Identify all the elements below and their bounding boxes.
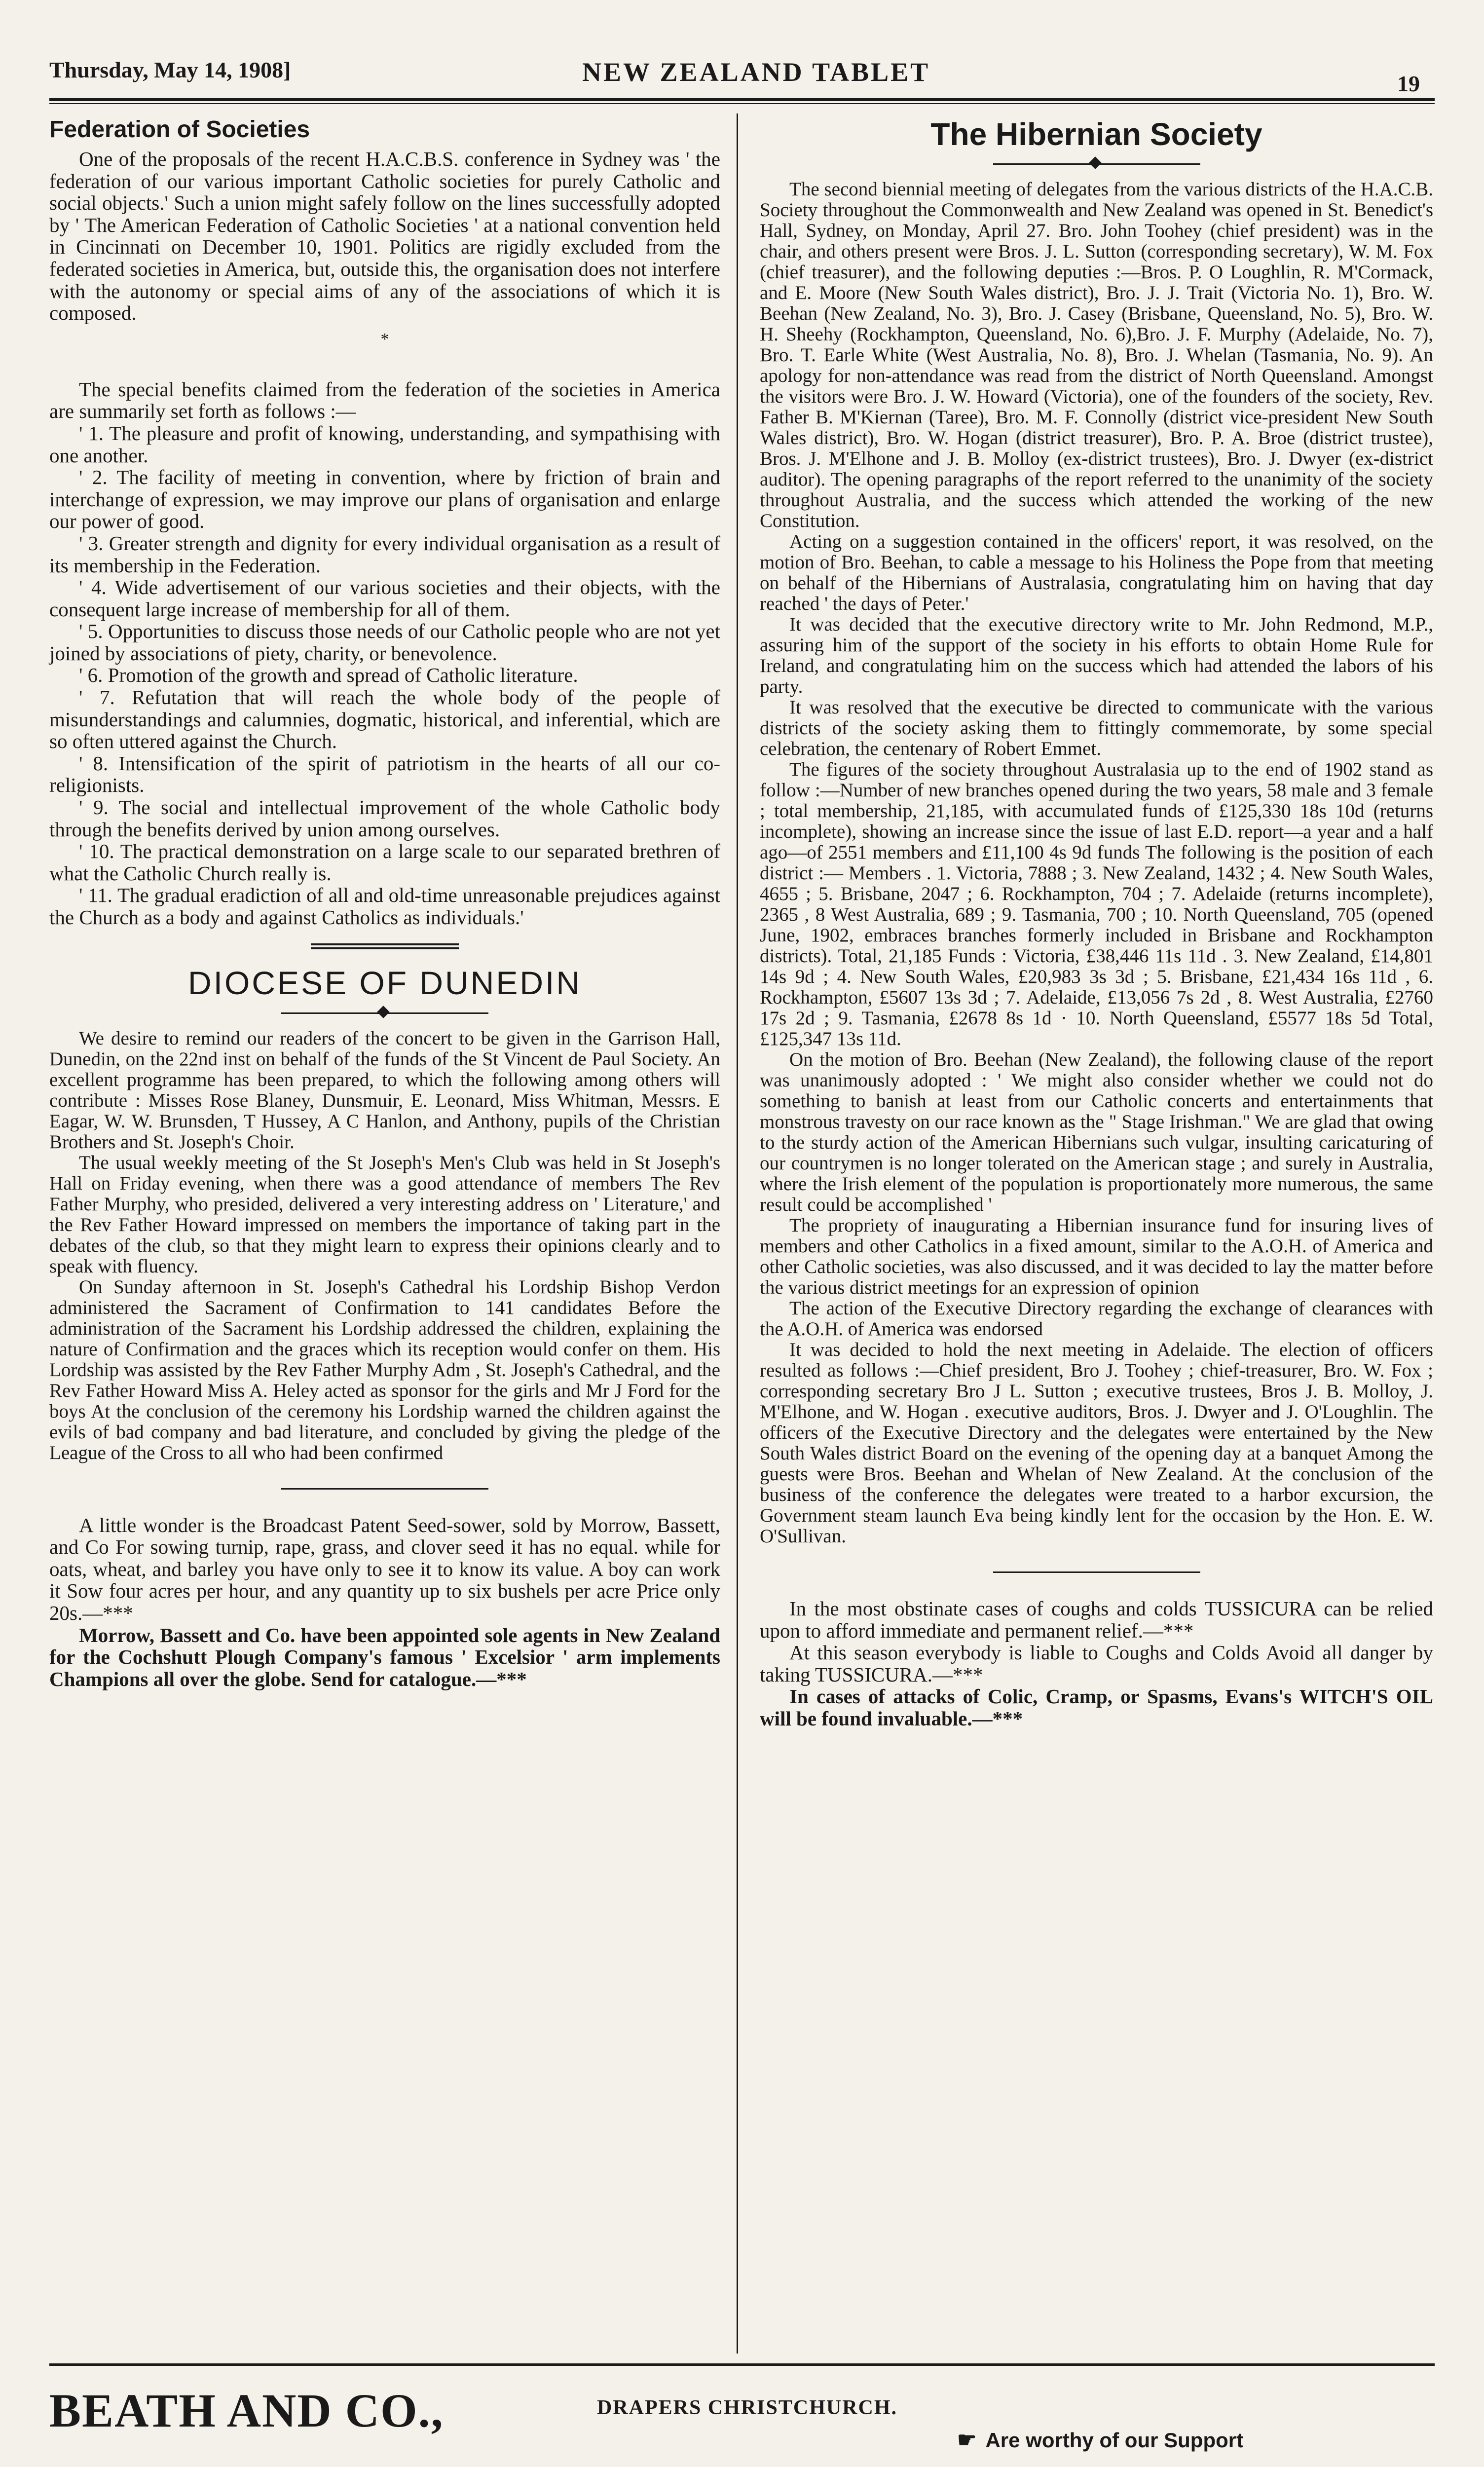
support-text: Are worthy of our Support	[985, 2429, 1244, 2452]
federation-list-item: ' 10. The practical demonstration on a large scale to our separated brethren of what the Catholic Church really is.	[49, 840, 720, 885]
hibernian-paragraph: The figures of the society throughout Australasia up to the end of 1902 stand as follow :—Number of new branches opened during the two years, 58 male and 3 female ; total membership, 21,185, with accumulated funds of £125,330 18s 10d (returns incomplete), showing an increase since the issue of last E.D. report—a year and a half ago—of 2551 members and £11,100 4s 9d funds The following is the position of each district :— Members . 1. Victoria, 7888 ; 3. New Zealand, 1432 ; 4. New South Wales, 4655 ; 5. Brisbane, 2047 ; 6. Rockhampton, 704 ; 7. Adelaide (returns incomplete), 2365 , 8 West Australia, 689 ; 9. Tasmania, 700 ; 10. North Queensland, 705 (opened June, 1902, embraces branches formerly included in Brisbane and Rockhampton districts). Total, 21,185 Funds : Victoria, £38,446 11s 11d . 3. New Zealand, £14,801 14s 9d ; 4. New South Wales, £20,983 3s 3d ; 5. Brisbane, £21,434 16s 11d , 6. Rockhampton, £5607 13s 3d ; 7. Adelaide, £13,056 7s 2d , 8. West Australia, £2760 17s 2d ; 9. Tasmania, £2678 8s 1d · 10. North Queensland, £5577 18s 5d Total, £125,347 13s 11d.	[760, 759, 1433, 1049]
federation-list-item: ' 8. Intensification of the spirit of patriotism in the hearts of all our co-religionists.	[49, 751, 720, 797]
federation-list-item: ' 4. Wide advertisement of our various societies and their objects, with the consequent large increase of membership for all of them.	[49, 576, 720, 621]
federation-heading: Federation of Societies	[49, 116, 310, 143]
federation-list-item: ' 1. The pleasure and profit of knowing, understanding, and sympathising with one another.	[49, 421, 720, 467]
section-double-rule	[311, 943, 459, 949]
footer-rule	[49, 2363, 1435, 2366]
hibernian-paragraph: It was resolved that the executive be directed to communicate with the various districts of the society asking them to fittingly commemorate, by some special celebration, the centenary of Robert Emmet.	[760, 697, 1433, 759]
hibernian-paragraph: It was decided that the executive directory write to Mr. John Redmond, M.P., assuring him of the support of the society in his efforts to obtain Home Rule for Ireland, and congratulating him on the success which had attended the labors of his party.	[760, 614, 1433, 697]
page-header	[49, 52, 1435, 106]
federation-list-item: ' 2. The facility of meeting in convention, where by friction of brain and interchange of expression, we may improve our plans of organisation and enlarge our power of good.	[49, 466, 720, 533]
publication-title: NEW ZEALAND TABLET	[582, 57, 930, 87]
hibernian-heading: The Hibernian Society	[930, 116, 1262, 152]
federation-paragraph: One of the proposals of the recent H.A.C.B.S. conference in Sydney was ' the federation of our various important Catholic societies for purely Catholic and social objects.' Such a union might safely follow on the lines successfully adopted by ' The American Federation of Catholic Societies ' at a national convention held in Cincinnati on December 10, 1901. Politics are rigidly excluded from the federated societies in America, but, outside this, the organisation does not interfere with the autonomy or special aims of any of the associations of which it is composed.	[49, 148, 720, 325]
hibernian-paragraph: Acting on a suggestion contained in the officers' report, it was resolved, on the motion of Bro. Beehan, to cable a message to his Holiness the Pope from that meeting on behalf of the Hibernians of Australasia, congratulating him on having that day reached ' the days of Peter.'	[760, 531, 1433, 614]
federation-list-item: ' 3. Greater strength and dignity for every individual organisation as a result of its membership in the Federation.	[49, 531, 720, 577]
hibernian-paragraph: The action of the Executive Directory regarding the exchange of clearances with the A.O.H. of America was endorsed	[760, 1298, 1433, 1340]
witch-oil-ad: In cases of attacks of Colic, Cramp, or Spasms, Evans's WITCH'S OIL will be found invaluable.—***	[760, 1685, 1433, 1730]
hibernian-paragraph: It was decided to hold the next meeting in Adelaide. The election of officers resulted as follows :—Chief president, Bro J. Toohey ; chief-treasurer, Bro. W. Fox ; corresponding secretary Bro J L. Sutton ; executive trustees, Bros J. B. Molloy, J. M'Elhone, and W. Hogan . executive auditors, Bros. J. Dwyer and J. O'Loughlin. The officers of the Executive Directory and the delegates were entertained by the New South Wales district Board on the evening of the opening day at a banquet Among the guests were Bros. Beehan and Whelan of New Zealand. At the conclusion of the business of the conference the delegates were treated to a harbor excursion, the Government steam launch Eva being kindly lent for the occasion by the Hon. E. W. O'Sullivan.	[760, 1339, 1433, 1547]
support-line	[957, 2428, 1243, 2453]
hibernian-paragraph: The propriety of inaugurating a Hibernian insurance fund for insuring lives of members and other Catholics in a fixed amount, similar to the A.O.H. of America and other Catholic societies, was also discussed, and it was decided to lay the matter before the various district meetings for an expression of opinion	[760, 1215, 1433, 1298]
footer-advert	[49, 2363, 1435, 2462]
pointing-hand-icon: ☛	[957, 2428, 977, 2452]
federation-list-item: ' 11. The gradual eradiction of all and old-time unreasonable prejudices against the Church as a body and against Catholics as individuals.'	[49, 884, 720, 929]
left-column	[49, 116, 720, 1690]
drapers-line: DRAPERS CHRISTCHURCH.	[597, 2396, 898, 2419]
header-rule-thin	[49, 103, 1435, 104]
section-rule	[993, 1571, 1200, 1573]
beath-brand: BEATH AND CO.,	[49, 2384, 444, 2437]
federation-list-item: ' 6. Promotion of the growth and spread of Catholic literature.	[79, 664, 578, 687]
dunedin-heading: DIOCESE OF DUNEDIN	[187, 964, 582, 1001]
dunedin-paragraph: On Sunday afternoon in St. Joseph's Cathedral his Lordship Bishop Verdon administered the Sacrament of Confirmation to 141 candidates Before the administration of the Sacrament his Lordship addressed the children, explaining the nature of Confirmation and the graces which its reception would confer on them. His Lordship was assisted by the Rev Father Murphy Adm , St. Joseph's Cathedral, and the Rev Father Howard Miss A. Heley acted as sponsor for the girls and Mr J Ford for the boys At the conclusion of the ceremony his Lordship warned the children against the evils of bad company and bad literature, and concluded by giving the pledge of the League of the Cross to all who had been confirmed	[49, 1276, 720, 1463]
issue-date: Thursday, May 14, 1908]	[49, 57, 291, 82]
tussicura-ad: In the most obstinate cases of coughs and colds TUSSICURA can be relied upon to afford immediate and permanent relief.—***	[760, 1597, 1433, 1642]
tussicura-ad: At this season everybody is liable to Coughs and Colds Avoid all danger by taking TUSSICURA.—***	[760, 1641, 1433, 1686]
header-rule	[49, 98, 1435, 101]
federation-list-item: ' 5. Opportunities to discuss those needs of our Catholic people who are not yet joined by associations of piety, charity, or benevolence.	[49, 620, 720, 665]
diamond-rule	[281, 1004, 488, 1023]
hibernian-paragraph: On the motion of Bro. Beehan (New Zealand), the following clause of the report was unanimously adopted : ' We might also consider whether we could not do something to banish at least from our Catholic concerts and entertainments that monstrous travesty on our race known as the " Stage Irishman." We are glad that owing to the sturdy action of the American Hibernians such vulgar, insulting caricaturing of our countrymen is no longer tolerated on the American stage ; and surely in Australia, where the Irish element of the population is proportionately more numerous, the same result could be accomplished '	[760, 1049, 1433, 1215]
morrow-ad: Morrow, Bassett and Co. have been appointed sole agents in New Zealand for the Cochshutt Plough Company's famous ' Excelsior ' arm implements Champions all over the globe. Send for catalogue.—***	[49, 1623, 720, 1690]
federation-paragraph: The special benefits claimed from the federation of the societies in America are summarily set forth as follows :—	[49, 377, 720, 423]
dunedin-paragraph: We desire to remind our readers of the concert to be given in the Garrison Hall, Dunedin, on the 22nd inst on behalf of the funds of the St Vincent de Paul Society. An excellent programme has been prepared, to which the following among others will contribute : Misses Rose Blaney, Dunsmuir, E. Leonard, Miss Whitman, Messrs. E Eagar, W. W. Brunsden, T Hussey, A C Hanlon, and Anthony, pupils of the Christian Brothers and St. Joseph's Choir.	[49, 1027, 720, 1153]
right-column	[760, 116, 1433, 1730]
page-number: 19	[1397, 71, 1420, 96]
hibernian-paragraph: The second biennial meeting of delegates from the various districts of the H.A.C.B. Society throughout the Commonwealth and New Zealand was opened in St. Benedict's Hall, Sydney, on Monday, April 27. Bro. John Toohey (chief president) was in the chair, and others present were Bros. J. L. Sutton (corresponding secretary), W. M. Fox (chief treasurer), and the following deputies :—Bros. P. O Loughlin, R. M'Cormack, and E. Moore (New South Wales district), Bro. J. J. Trait (Victoria No. 1), Bro. W. Beehan (New Zealand, No. 3), Bro. J. Casey (Brisbane, Queensland, No. 5), Bro. W. H. Sheehy (Rockhampton, Queensland, No. 6),Bro. J. F. Murphy (Adelaide, No. 7), Bro. T. Earle White (West Australia, No. 8), Bro. J. Whelan (Tasmania, No. 9). An apology for non-attendance was read from the district of North Queensland. Amongst the visitors were Bro. J. W. Howard (Victoria), one of the founders of the society, Rev. Father B. M'Kiernan (Taree), Bro. M. F. Connolly (district vice-president New South Wales district), Bro. W. Hogan (district treasurer), Bro. P. A. Broe (district trustee), Bros. J. M'Elhone and J. B. Molloy (ex-district trustees), Bro. J. Dwyer (ex-district auditor). The opening paragraphs of the report referred to the unanimity of the society throughout Australia, and the success which attended the working of the new Constitution.	[760, 179, 1433, 531]
section-rule	[281, 1488, 488, 1490]
dunedin-paragraph: The usual weekly meeting of the St Joseph's Men's Club was held in St Joseph's Hall on Friday evening, when there was a good attendance of members The Rev Father Murphy, who presided, delivered a very interesting address on ' Literature,' and the Rev Father Howard impressed on members the importance of taking part in the debates of the club, so that they might learn to express their opinions clearly and to speak with fluency.	[49, 1152, 720, 1277]
seedsower-ad: A little wonder is the Broadcast Patent Seed-sower, sold by Morrow, Bassett, and Co For sowing turnip, rape, grass, and clover seed it has no equal. while for oats, wheat, and barley you have only to see it to know its value. A boy can work it Sow four acres per hour, and any quantity up to six bushels per acre Price only 20s.—***	[49, 1513, 720, 1624]
federation-list-item: ' 9. The social and intellectual improvement of the whole Catholic body through the benefits derived by union among ourselves.	[49, 796, 720, 841]
section-star: *	[380, 330, 389, 348]
federation-list-item: ' 7. Refutation that will reach the whole body of the people of misunderstandings and calumnies, dogmatic, historical, and inferential, which are so often uttered against the Church.	[49, 686, 720, 753]
diamond-rule	[993, 154, 1200, 174]
column-divider	[737, 113, 738, 2354]
